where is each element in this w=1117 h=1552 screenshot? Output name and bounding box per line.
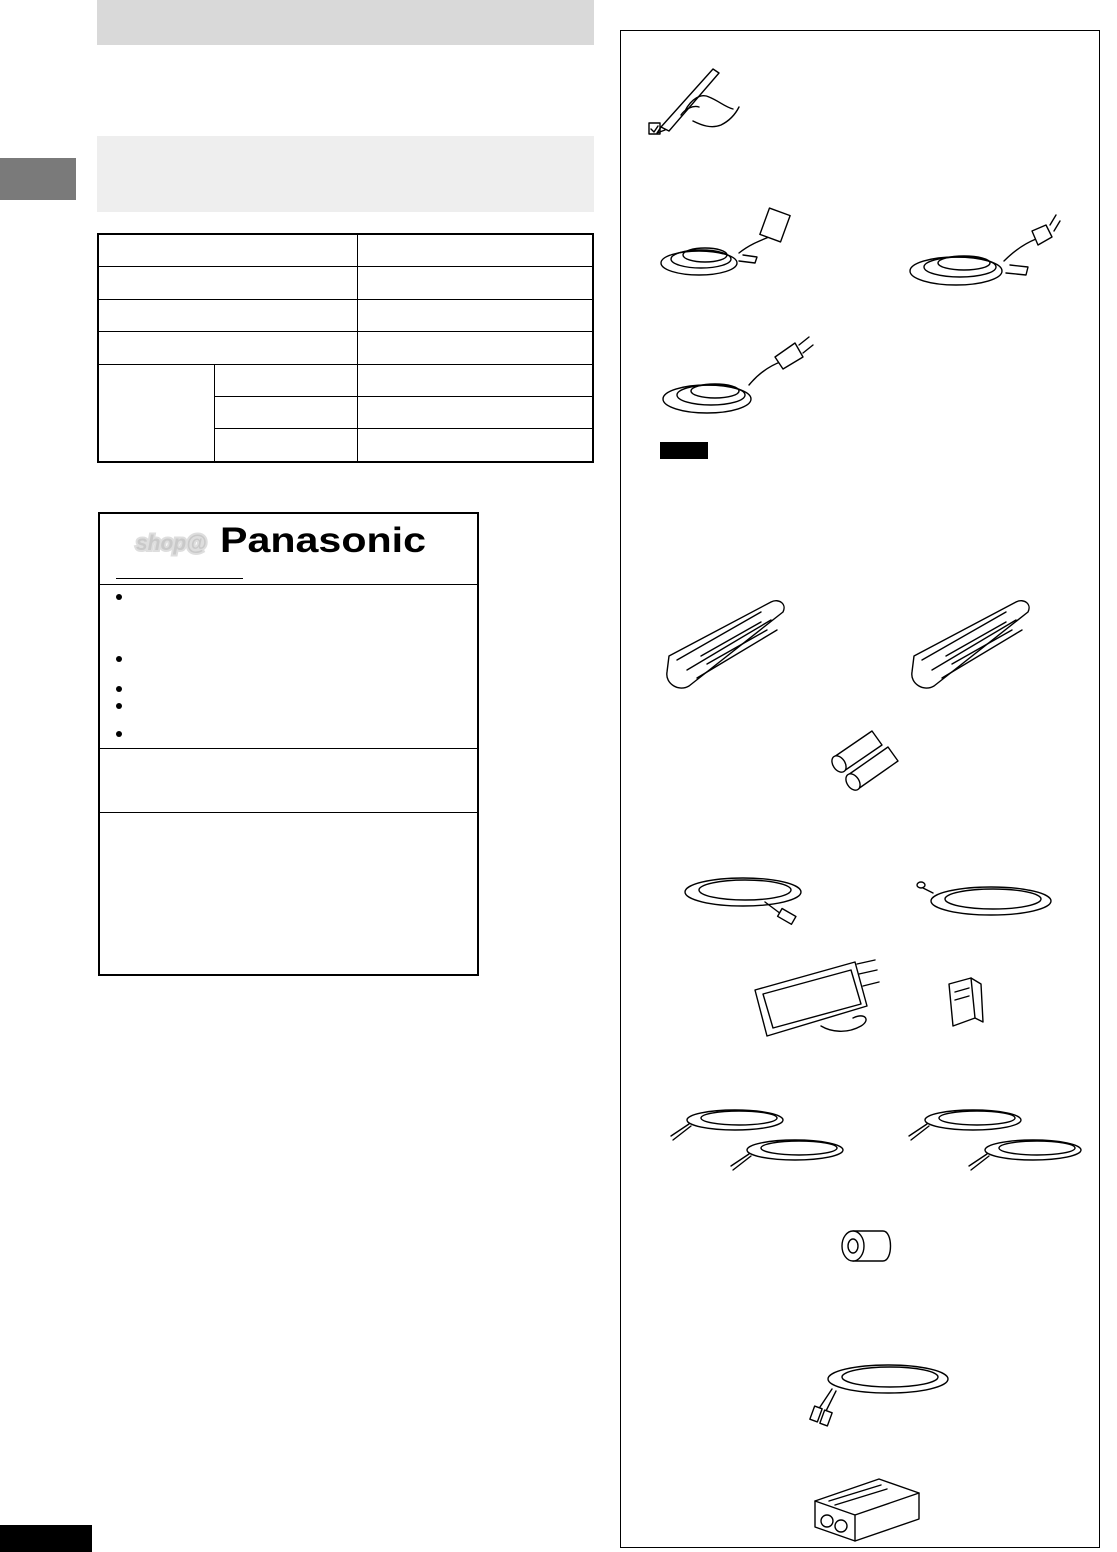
accessories-box [620,30,1100,1548]
section-tab [0,158,76,200]
bullet-icon [116,594,122,600]
note-label [660,442,708,459]
spec-table [97,233,594,463]
link-underline [116,578,243,579]
batteries-icon [826,723,916,793]
table-cell [215,397,358,429]
logo-brand: Panasonic [220,521,426,560]
table-row [98,267,593,299]
ac-mains-lead-round-pin-icon [659,321,819,421]
table-cell [215,429,358,462]
antenna-lead-icon [919,871,1059,931]
speaker-cables-icon [901,1096,1091,1186]
scart-adaptor-icon [809,1471,929,1546]
table-cell [98,364,215,462]
divider [100,812,477,813]
table-cell [358,299,593,331]
table-cell [358,332,593,364]
table-row [98,234,593,267]
ac-mains-lead-flat-pin-icon [906,211,1066,301]
antenna-holder-icon [941,974,991,1034]
bullet-icon [116,731,122,737]
table-cell [98,234,358,267]
shop-panasonic-logo [100,514,477,586]
ferrite-core-icon [839,1223,899,1273]
table-row [98,364,593,396]
table-cell [358,364,593,396]
table-cell [358,429,593,462]
divider [100,584,477,585]
table-cell [358,234,593,267]
remote-control-icon [906,596,1036,691]
antenna-lead-icon [679,866,819,936]
loop-antenna-icon [751,956,881,1041]
table-row [98,299,593,331]
table-cell [98,299,358,331]
table-row [98,332,593,364]
header-bar [97,0,594,45]
footer-tab [0,1525,92,1552]
section-heading-bar [97,136,594,212]
shop-panasonic-box [98,512,479,976]
divider [100,748,477,749]
ac-mains-lead-uk-icon [659,201,789,291]
speaker-cables-icon [663,1096,853,1186]
table-cell [358,397,593,429]
table-cell [358,267,593,299]
pen-checklist-icon [641,59,751,149]
bullet-icon [116,703,122,709]
logo-prefix: shop@ [136,532,207,555]
audio-video-cable-icon [806,1351,956,1431]
remote-control-icon [661,596,791,691]
table-cell [215,364,358,396]
bullet-icon [116,656,122,662]
bullet-icon [116,686,122,692]
table-cell [98,267,358,299]
table-cell [98,332,358,364]
